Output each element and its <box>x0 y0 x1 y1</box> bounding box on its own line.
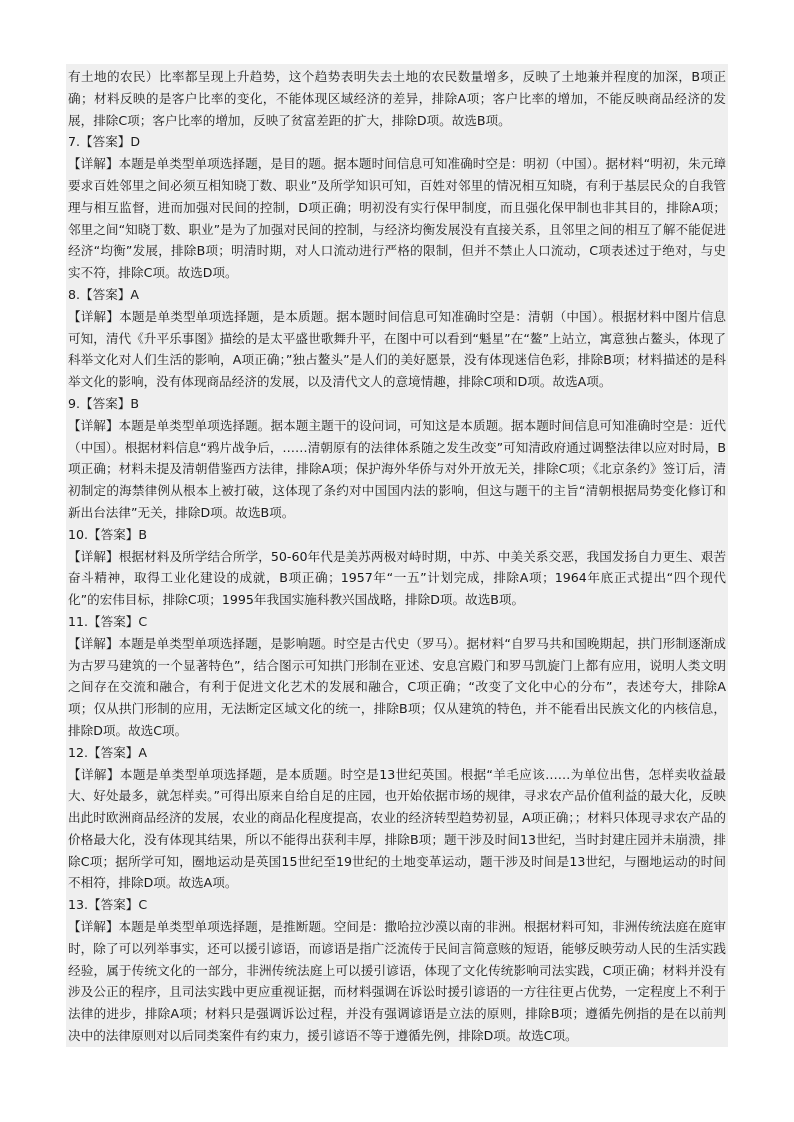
answer-heading-9: 9.【答案】B <box>68 395 140 411</box>
explanation-11: 【详解】本题是单类型单项选择题，是影响题。时空是古代史（罗马）。据材料“自罗马共和国晚期起，拱门形制逐渐成为古罗马建筑的一个显著特色”，结合图示可知拱门形制在亚述、安息宫殿门和罗马凯旋门上都有应用，说明人类文明之间存在交流和融合，有利于促进文化艺术的发展和融合，C项正确；“改变了文化中心的分布”，表述夸大，排除A项；仅从拱门形制的应用，无法断定区域文化的统一，排除B项；仅从建筑的特色，并不能看出民族文化的内核信息，排除D项。故选C项。 <box>68 635 726 738</box>
explanation-13: 【详解】本题是单类型单项选择题，是推断题。空间是：撒哈拉沙漠以南的非洲。根据材料可知，非洲传统法庭在庭审时，除了可以列举事实，还可以援引谚语，而谚语是指广泛流传于民间言简意赅的短语，能够反映劳动人民的生活实践经验，属于传统文化的一部分，非洲传统法庭上可以援引谚语，体现了文化传统影响司法实践，C项正确；材料并没有涉及公正的程序，且司法实践中更应重视证据，而材料强调在诉讼时援引谚语的一方往往更占优势，一定程度上不利于法律的进步，排除A项；材料只是强调诉讼过程，并没有强调谚语是立法的原则，排除B项；遵循先例指的是在以前判决中的法律原则对以后同类案件有约束力，援引谚语不等于遵循先例，排除D项。故选C项。 <box>68 919 726 1044</box>
explanation-10: 【详解】根据材料及所学结合所学，50-60年代是美苏两极对峙时期，中苏、中美关系交恶，我国发扬自力更生、艰苦奋斗精神，取得工业化建设的成就，B项正确；1957年“一五”计划完成，排除A项；1964年底正式提出“四个现代化”的宏伟目标，排除C项；1995年我国实施科教兴国战略，排除D项。故选B项。 <box>68 548 726 608</box>
answer-heading-12: 12.【答案】A <box>68 744 148 760</box>
answer-heading-10: 10.【答案】B <box>68 526 148 542</box>
explanation-9: 【详解】本题是单类型单项选择题。据本题主题干的设问词，可知这是本质题。据本题时间信息可知准确时空是：近代（中国）。根据材料信息“鸦片战争后，……清朝原有的法律体系随之发生改变”可知清政府通过调整法律以应对时局，B项正确；材料未提及清朝借鉴西方法律，排除A项；保护海外华侨与对外开放无关，排除C项；《北京条约》签订后，清初制定的海禁律例从根本上被打破，这体现了条约对中国国内法的影响，但这与题干的主旨“清朝根据局势变化修订和新出台法律”无关，排除D项。故选B项。 <box>68 417 726 520</box>
answer-heading-13: 13.【答案】C <box>68 897 148 913</box>
explanation-8: 【详解】本题是单类型单项选择题，是本质题。据本题时间信息可知准确时空是：清朝（中国）。根据材料中图片信息可知，清代《升平乐事图》描绘的是太平盛世歌舞升平，在图中可以看到“魁星”在“鳌”上站立，寓意独占鳌头，体现了科举文化对人们生活的影响，A项正确；”独占鳌头”是人们的美好愿景，没有体现迷信色彩，排除B项；材料描述的是科举文化的影响，没有体现商品经济的发展，以及清代文人的意境情趣，排除C项和D项。故选A项。 <box>68 308 726 390</box>
explanation-7: 【详解】本题是单类型单项选择题，是目的题。据本题时间信息可知准确时空是：明初（中国）。据材料“明初，朱元璋要求百姓邻里之间必须互相知晓丁数、职业”及所学知识可知，百姓对邻里的情况相互知晓，有利于基层民众的自我管理与相互监督，进而加强对民间的控制，D项正确；明初没有实行保甲制度，而且强化保甲制也非其目的，排除A项；邻里之间“知晓丁数、职业”是为了加强对民间的控制，与经济均衡发展没有直接关系，且邻里之间的相互了解不能促进经济“均衡”发展，排除B项；明清时期，对人口流动进行严格的限制，但并不禁止人口流动，C项表述过于绝对，与史实不符，排除C项。故选D项。 <box>68 156 726 281</box>
answer-explanations <box>66 64 728 1047</box>
answer-heading-7: 7.【答案】D <box>68 134 141 150</box>
explanation-12: 【详解】本题是单类型单项选择题，是本质题。时空是13世纪英国。根据“羊毛应该……为单位出售，怎样卖收益最大、好处最多，就怎样卖。”可得出原来自给自足的庄园，也开始依据市场的规律，寻求农产品价值利益的最大化，反映出此时欧洲商品经济的发展，农业的商品化程度提高，农业的经济转型趋势初显，A项正确；；材料只体现寻求农产品的价格最大化，没有体现其结果，所以不能得出获利丰厚，排除B项；题干涉及时间13世纪，当时封建庄园并未崩溃，排除C项；据所学可知，圈地运动是英国15世纪至19世纪的土地变革运动，题干涉及时间是13世纪，与圈地运动的时间不相符，排除D项。故选A项。 <box>68 766 726 891</box>
answer-heading-11: 11.【答案】C <box>68 613 148 629</box>
continuation-paragraph: 有土地的农民）比率都呈现上升趋势，这个趋势表明失去土地的农民数量增多，反映了土地兼并程度的加深，B项正确；材料反映的是客户比率的变化，不能体现区域经济的差异，排除A项；客户比率的增加，不能反映商品经济的发展，排除C项；客户比率的增加，反映了贫富差距的扩大，排除D项。故选B项。 <box>68 69 726 128</box>
answer-heading-8: 8.【答案】A <box>68 286 140 302</box>
